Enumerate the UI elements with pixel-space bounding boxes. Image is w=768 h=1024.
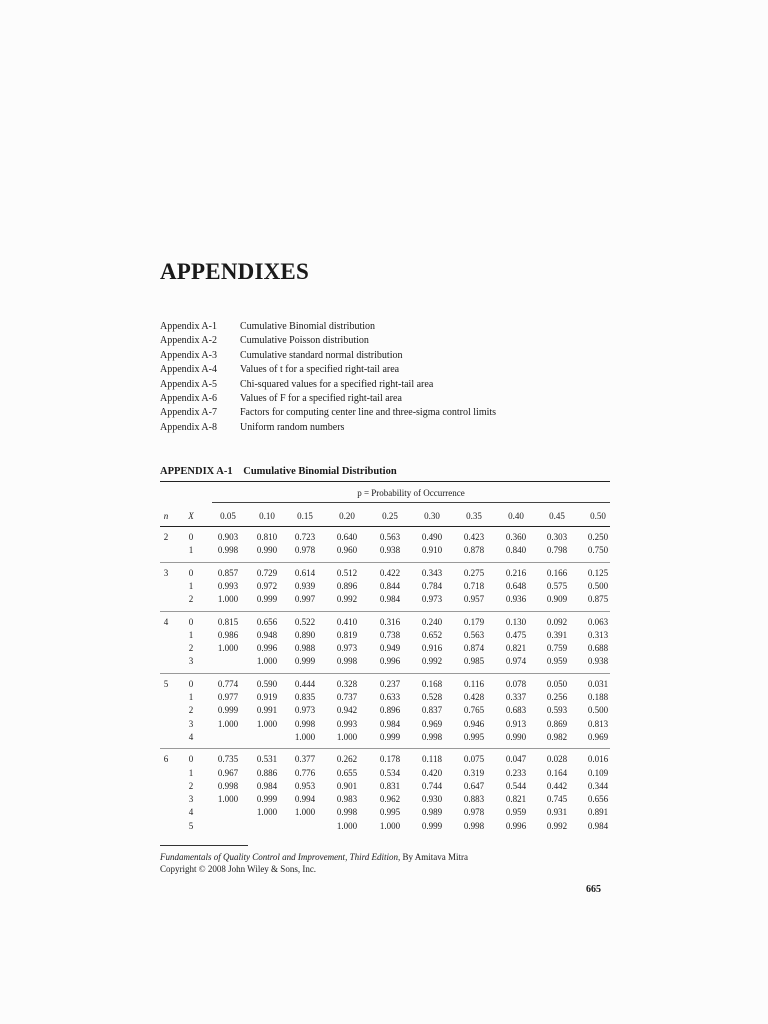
- table-cell: 0.938: [379, 545, 401, 556]
- appendix-list: [160, 320, 496, 435]
- table-cell: 0.544: [505, 780, 527, 791]
- table-cell: 0.179: [463, 616, 485, 627]
- table-cell: 0.938: [587, 656, 609, 667]
- appendix-code: Appendix A-2: [160, 335, 217, 347]
- table-cell: 0.984: [379, 594, 401, 605]
- cell-x: 1: [188, 767, 194, 778]
- table-cell: 0.996: [379, 656, 401, 667]
- table-cell: 0.328: [336, 678, 358, 689]
- table-cell: 0.995: [379, 807, 401, 818]
- table-cell: 0.957: [463, 594, 485, 605]
- appendix-code: Appendix A-7: [160, 407, 217, 419]
- appendix-description: Cumulative Poisson distribution: [240, 335, 369, 347]
- table-cell: 0.683: [505, 705, 527, 716]
- cell-x: 0: [188, 678, 194, 689]
- table-cell: 0.985: [463, 656, 485, 667]
- table-cell: 0.973: [294, 705, 316, 716]
- table-cell: 0.931: [546, 807, 568, 818]
- column-header-p: 0.10: [259, 511, 275, 521]
- appendix-description: Cumulative Binomial distribution: [240, 321, 375, 332]
- table-cell: 1.000: [379, 820, 401, 831]
- appendix-code: Appendix A-5: [160, 378, 217, 390]
- table-cell: 0.563: [379, 532, 401, 542]
- table-cell: 0.978: [463, 807, 485, 818]
- table-cell: 0.909: [546, 594, 568, 605]
- appendix-list-item: [160, 378, 496, 392]
- table-cell: 0.959: [505, 807, 527, 818]
- table-cell: 0.275: [463, 567, 485, 578]
- table-cell: 0.652: [421, 629, 443, 640]
- table-cell: 0.744: [421, 780, 443, 791]
- table-cell: 0.953: [294, 780, 316, 791]
- column-header-p: 0.25: [382, 511, 398, 521]
- table-cell: 0.998: [294, 718, 316, 729]
- table-cell: 0.857: [217, 567, 239, 578]
- table-cell: 0.984: [379, 718, 401, 729]
- appendix-code: Appendix A-4: [160, 364, 217, 376]
- table-cell: 0.992: [546, 820, 568, 831]
- column-header-p: 0.35: [466, 511, 482, 521]
- table-cell: 0.640: [336, 532, 358, 542]
- table-cell: 0.999: [217, 705, 239, 716]
- table-cell: 0.840: [505, 545, 527, 556]
- table-cell: 0.916: [421, 643, 443, 654]
- table-cell: 0.982: [546, 731, 568, 742]
- appendix-description: Values of t for a specified right-tail area: [240, 364, 400, 376]
- table-cell: 0.442: [546, 780, 568, 791]
- footnote: [160, 852, 468, 875]
- table-cell: 0.837: [421, 705, 443, 716]
- table-cell: 0.422: [379, 567, 401, 578]
- table-cell: 0.875: [587, 594, 609, 605]
- table-cell: 0.092: [546, 616, 568, 627]
- table-cell: 0.316: [379, 616, 401, 627]
- appendix-list-item: [160, 334, 496, 348]
- table-cell: 0.949: [379, 643, 401, 654]
- table-cell: 0.999: [379, 731, 401, 742]
- column-header-x: X: [188, 511, 194, 521]
- table-cell: 0.984: [587, 820, 609, 831]
- cell-x: 1: [188, 629, 194, 640]
- table-cell: 0.750: [587, 545, 609, 556]
- table-cell: 0.178: [379, 754, 401, 765]
- probability-header: p = Probability of Occurrence: [357, 488, 465, 498]
- page-number: 665: [586, 884, 601, 895]
- table-cell: 0.974: [505, 656, 527, 667]
- cell-x: 2: [188, 780, 194, 791]
- group-divider: [160, 611, 610, 612]
- table-cell: 0.962: [379, 794, 401, 805]
- table-cell: 0.972: [256, 580, 278, 591]
- table-cell: 0.723: [294, 532, 316, 542]
- table-cell: 0.997: [294, 594, 316, 605]
- cell-x: 3: [188, 656, 194, 667]
- table-cell: 0.168: [421, 678, 443, 689]
- table-cell: 0.821: [505, 643, 527, 654]
- table-cell: 0.942: [336, 705, 358, 716]
- cell-x: 2: [188, 643, 194, 654]
- table-cell: 0.444: [294, 678, 316, 689]
- table-cell: 0.995: [463, 731, 485, 742]
- table-cell: 0.992: [421, 656, 443, 667]
- table-cell: 0.078: [505, 678, 527, 689]
- table-cell: 0.959: [546, 656, 568, 667]
- cell-x: 4: [188, 731, 194, 742]
- table-cell: 0.776: [294, 767, 316, 778]
- table-cell: 0.250: [587, 532, 609, 542]
- cell-x: 0: [188, 532, 194, 542]
- table-cell: 0.998: [217, 545, 239, 556]
- table-cell: 0.998: [217, 780, 239, 791]
- table-cell: 1.000: [256, 656, 278, 667]
- table-cell: 0.999: [421, 820, 443, 831]
- table-cell: 0.831: [379, 780, 401, 791]
- copyright-line: Copyright © 2008 John Wiley & Sons, Inc.: [160, 863, 317, 874]
- cell-n: 6: [163, 754, 169, 765]
- table-cell: 1.000: [217, 594, 239, 605]
- table-cell: 0.475: [505, 629, 527, 640]
- table-cell: 0.983: [336, 794, 358, 805]
- table-cell: 0.563: [463, 629, 485, 640]
- table-cell: 0.118: [422, 754, 442, 765]
- table-cell: 0.531: [256, 754, 278, 765]
- appendix-list-item: [160, 406, 496, 420]
- table-cell: 0.784: [421, 580, 443, 591]
- table-cell: 0.901: [336, 780, 358, 791]
- table-cell: 0.891: [587, 807, 609, 818]
- column-header-n: n: [163, 511, 169, 521]
- cell-x: 2: [188, 705, 194, 716]
- table-cell: 0.688: [587, 643, 609, 654]
- column-header-p: 0.45: [549, 511, 565, 521]
- table-cell: 1.000: [294, 807, 316, 818]
- table-cell: 0.991: [256, 705, 278, 716]
- table-cell: 0.344: [587, 780, 609, 791]
- table-cell: 0.575: [546, 580, 568, 591]
- table-cell: 0.737: [336, 692, 358, 702]
- table-cell: 0.919: [256, 692, 278, 702]
- table-cell: 0.978: [294, 545, 316, 556]
- table-cell: 0.986: [217, 629, 239, 640]
- table-cell: 0.648: [505, 580, 527, 591]
- cell-x: 3: [188, 718, 194, 729]
- cell-n: 5: [163, 678, 169, 689]
- table-cell: 0.391: [546, 629, 568, 640]
- table-cell: 0.188: [587, 692, 609, 702]
- table-cell: 0.989: [421, 807, 443, 818]
- table-cell: 0.500: [587, 705, 609, 716]
- table-cell: 0.075: [463, 754, 485, 765]
- table-cell: 0.590: [256, 678, 278, 689]
- table-cell: 1.000: [217, 643, 239, 654]
- table-cell: 0.990: [256, 545, 278, 556]
- table-cell: 0.910: [421, 545, 443, 556]
- table-cell: 0.420: [421, 767, 443, 778]
- table-cell: 0.256: [546, 692, 568, 702]
- table-heading: [160, 466, 397, 477]
- column-header-p: 0.20: [339, 511, 355, 521]
- table-cell: 0.647: [463, 780, 485, 791]
- table-cell: 0.996: [505, 820, 527, 831]
- table-cell: 0.869: [546, 718, 568, 729]
- table-cell: 0.593: [546, 705, 568, 716]
- table-cell: 0.500: [587, 580, 609, 591]
- table-cell: 0.125: [587, 567, 609, 578]
- appendix-code: Appendix A-1: [160, 321, 217, 332]
- appendix-description: Cumulative standard normal distribution: [240, 349, 403, 361]
- table-cell: 1.000: [336, 820, 358, 831]
- table-cell: 0.890: [294, 629, 316, 640]
- table-cell: 0.930: [421, 794, 443, 805]
- table-cell: 0.319: [463, 767, 485, 778]
- table-cell: 0.337: [505, 692, 527, 702]
- column-header-p: 0.15: [297, 511, 313, 521]
- table-cell: 0.237: [379, 678, 401, 689]
- table-cell: 0.522: [294, 616, 316, 627]
- table-cell: 0.216: [505, 567, 527, 578]
- page-title: APPENDIXES: [160, 259, 309, 284]
- column-header-p: 0.40: [508, 511, 524, 521]
- column-header-p: 0.30: [424, 511, 440, 521]
- table-cell: 0.109: [587, 767, 609, 778]
- book-author: By Amitava Mitra: [402, 852, 468, 862]
- table-cell: 0.896: [336, 580, 358, 591]
- table-cell: 0.164: [546, 767, 568, 778]
- column-header-p: 0.05: [220, 511, 236, 521]
- probability-header-rule: [212, 502, 610, 503]
- table-label: APPENDIX A-1: [160, 466, 233, 477]
- table-cell: 1.000: [256, 718, 278, 729]
- table-cell: 0.428: [463, 692, 485, 702]
- table-cell: 0.913: [505, 718, 527, 729]
- table-cell: 0.993: [217, 580, 239, 591]
- cell-x: 1: [188, 580, 194, 591]
- table-cell: 0.240: [421, 616, 443, 627]
- table-cell: 0.967: [217, 767, 239, 778]
- table-cell: 1.000: [217, 794, 239, 805]
- table-cell: 0.886: [256, 767, 278, 778]
- cell-x: 0: [188, 616, 194, 627]
- table-cell: 0.969: [587, 731, 609, 742]
- column-header-rule: [160, 526, 610, 527]
- appendix-list-item: [160, 421, 496, 435]
- appendix-description: Chi-squared values for a specified right-tail area: [240, 378, 434, 390]
- appendix-description: Factors for computing center line and three-sigma control limits: [240, 407, 497, 419]
- table-cell: 0.166: [546, 567, 568, 578]
- table-cell: 0.765: [463, 705, 485, 716]
- table-cell: 0.999: [294, 656, 316, 667]
- table-cell: 1.000: [336, 731, 358, 742]
- table-cell: 0.998: [421, 731, 443, 742]
- table-cell: 0.960: [336, 545, 358, 556]
- cell-x: 2: [188, 594, 194, 605]
- cell-x: 1: [188, 692, 194, 702]
- table-cell: 0.614: [294, 567, 316, 578]
- footnote-rule: [160, 845, 248, 846]
- table-cell: 0.410: [336, 616, 358, 627]
- table-cell: 0.729: [256, 567, 278, 578]
- table-cell: 0.512: [336, 567, 358, 578]
- table-cell: 0.774: [217, 678, 239, 689]
- table-cell: 0.999: [256, 594, 278, 605]
- table-cell: 0.759: [546, 643, 568, 654]
- table-cell: 0.973: [336, 643, 358, 654]
- table-cell: 0.718: [463, 580, 485, 591]
- table-cell: 0.810: [256, 532, 278, 542]
- table-cell: 0.993: [336, 718, 358, 729]
- cell-n: 2: [163, 532, 169, 542]
- table-cell: 0.343: [421, 567, 443, 578]
- table-cell: 0.819: [336, 629, 358, 640]
- table-cell: 0.815: [217, 616, 239, 627]
- table-cell: 0.948: [256, 629, 278, 640]
- table-cell: 0.534: [379, 767, 401, 778]
- appendix-code: Appendix A-6: [160, 393, 217, 405]
- table-cell: 0.999: [256, 794, 278, 805]
- group-divider: [160, 673, 610, 674]
- table-cell: 0.028: [546, 754, 568, 765]
- table-cell: 0.655: [336, 767, 358, 778]
- table-cell: 0.490: [421, 532, 443, 542]
- appendix-list-item: [160, 320, 496, 334]
- table-cell: 0.996: [256, 643, 278, 654]
- cell-x: 0: [188, 754, 194, 765]
- table-cell: 0.050: [546, 678, 568, 689]
- table-cell: 0.656: [587, 794, 609, 805]
- appendix-code: Appendix A-3: [160, 349, 217, 361]
- table-cell: 0.116: [464, 678, 484, 689]
- table-cell: 0.998: [336, 656, 358, 667]
- table-cell: 0.878: [463, 545, 485, 556]
- table-cell: 0.377: [294, 754, 316, 765]
- table-cell: 0.262: [336, 754, 358, 765]
- table-cell: 0.063: [587, 616, 609, 627]
- book-title: Fundamentals of Quality Control and Improvement, Third Edition,: [160, 852, 401, 862]
- cell-n: 4: [163, 616, 169, 627]
- cell-n: 3: [163, 567, 169, 578]
- cell-x: 3: [188, 794, 194, 805]
- cell-x: 0: [188, 567, 194, 578]
- table-cell: 0.994: [294, 794, 316, 805]
- table-cell: 0.016: [587, 754, 609, 765]
- table-cell: 0.874: [463, 643, 485, 654]
- table-cell: 0.844: [379, 580, 401, 591]
- table-cell: 0.130: [505, 616, 527, 627]
- table-cell: 0.735: [217, 754, 239, 765]
- table-cell: 0.977: [217, 692, 239, 702]
- group-divider: [160, 562, 610, 563]
- appendix-code: Appendix A-8: [160, 421, 217, 433]
- table-cell: 1.000: [294, 731, 316, 742]
- table-cell: 0.303: [546, 532, 568, 542]
- table-cell: 1.000: [217, 718, 239, 729]
- table-cell: 0.973: [421, 594, 443, 605]
- table-cell: 0.946: [463, 718, 485, 729]
- table-cell: 0.656: [256, 616, 278, 627]
- cell-x: 1: [188, 545, 194, 556]
- table-cell: 0.798: [546, 545, 568, 556]
- table-cell: 0.813: [587, 718, 609, 729]
- table-cell: 1.000: [256, 807, 278, 818]
- table-cell: 0.738: [379, 629, 401, 640]
- table-cell: 0.984: [256, 780, 278, 791]
- table-caption: Cumulative Binomial Distribution: [243, 466, 397, 477]
- table-cell: 0.998: [336, 807, 358, 818]
- column-header-p: 0.50: [590, 511, 606, 521]
- table-top-rule: [160, 481, 610, 482]
- table-cell: 0.233: [505, 767, 527, 778]
- group-divider: [160, 748, 610, 749]
- table-cell: 0.313: [587, 629, 609, 640]
- table-cell: 0.745: [546, 794, 568, 805]
- table-cell: 0.998: [463, 820, 485, 831]
- table-cell: 0.936: [505, 594, 527, 605]
- table-cell: 0.821: [505, 794, 527, 805]
- appendix-list-item: [160, 349, 496, 363]
- table-cell: 0.969: [421, 718, 443, 729]
- appendix-description: Uniform random numbers: [240, 421, 345, 433]
- appendix-list-item: [160, 392, 496, 406]
- table-cell: 0.896: [379, 705, 401, 716]
- table-cell: 0.633: [379, 692, 401, 702]
- cell-x: 5: [188, 820, 194, 831]
- table-cell: 0.047: [505, 754, 527, 765]
- table-cell: 0.835: [294, 692, 316, 702]
- appendix-description: Values of F for a specified right-tail area: [240, 393, 402, 405]
- table-cell: 0.903: [217, 532, 239, 542]
- table-cell: 0.360: [505, 532, 527, 542]
- table-cell: 0.528: [421, 692, 443, 702]
- appendix-list-item: [160, 363, 496, 377]
- table-cell: 0.939: [294, 580, 316, 591]
- table-cell: 0.423: [463, 532, 485, 542]
- cell-x: 4: [188, 807, 194, 818]
- table-cell: 0.990: [505, 731, 527, 742]
- table-cell: 0.031: [587, 678, 609, 689]
- table-cell: 0.988: [294, 643, 316, 654]
- table-cell: 0.883: [463, 794, 485, 805]
- table-cell: 0.992: [336, 594, 358, 605]
